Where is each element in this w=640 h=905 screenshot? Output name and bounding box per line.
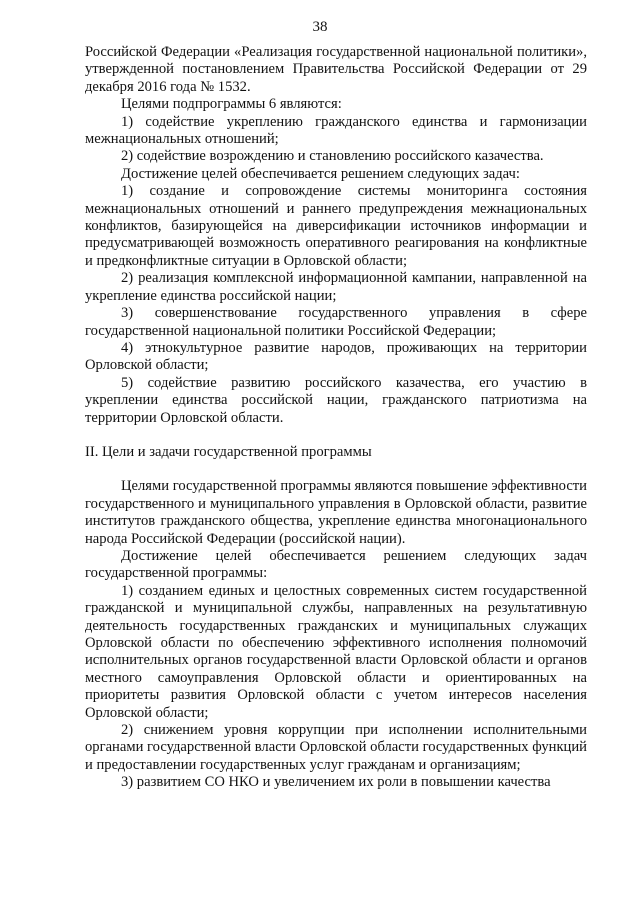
paragraph: Достижение целей обеспечивается решением следующих задач государственной программы: — [85, 547, 587, 582]
paragraph: 2) содействие возрождению и становлению российского казачества. — [121, 148, 544, 165]
document-body — [85, 44, 587, 792]
paragraph: 2) снижением уровня коррупции при исполнении исполнительными органами государственной власти Орловской области государственных функций и предоставлении государственных услуг гражданам и организациям; — [85, 722, 587, 773]
section-heading: II. Цели и задачи государственной программы — [85, 443, 372, 460]
paragraph: Целями государственной программы являются повышение эффективности государственного и муниципального управления в Орловской области, развитие институтов гражданского общества, укрепление единства многонационального народа Российской Федерации (российской нации). — [85, 478, 587, 547]
paragraph: 1) содействие укреплению гражданского единства и гармонизации межнациональных отношений; — [85, 113, 587, 148]
paragraph: 5) содействие развитию российского казачества, его участию в укреплении единства российской нации, гражданского патриотизма на территории Орловской области. — [85, 374, 587, 426]
paragraph: 1) созданием единых и целостных современных систем государственной гражданской и муниципальной службы, направленных на результативную деятельность государственных гражданских и муниципальных служащих Орловской области по обеспечению эффективного исполнения полномочий исполнительных органов государственной власти Орловской области и органов местного самоуправления Орловской области и ориентированных на приоритеты развития Орловской области с учетом интересов населения Орловской области; — [85, 582, 587, 721]
page-number: 38 — [312, 19, 328, 35]
paragraph: Российской Федерации «Реализация государственной национальной политики», утвержденной постановлением Правительства Российской Федерации от 29 декабря 2016 года № 1532. — [85, 44, 587, 95]
paragraph: 2) реализация комплексной информационной кампании, направленной на укрепление единства российской нации; — [85, 270, 587, 304]
paragraph: 1) создание и сопровождение системы мониторинга состояния межнациональных отношений и раннего предупреждения межнациональных конфликтов, базирующейся на диверсификации источников информации и предусматривающей возможность оперативного реагирования на конфликтные и предконфликтные ситуации в Орловской области; — [85, 183, 587, 269]
paragraphs-top — [85, 44, 587, 427]
paragraph: Целями подпрограммы 6 являются: — [121, 96, 342, 113]
paragraph: 4) этнокультурное развитие народов, проживающих на территории Орловской области; — [85, 339, 587, 374]
paragraphs-bottom — [85, 478, 587, 791]
paragraph: 3) развитием СО НКО и увеличением их роли в повышении качества — [121, 774, 551, 791]
paragraph: Достижение целей обеспечивается решением следующих задач: — [121, 165, 520, 182]
paragraph: 3) совершенствование государственного управления в сфере государственной национальной политики Российской Федерации; — [85, 305, 587, 339]
